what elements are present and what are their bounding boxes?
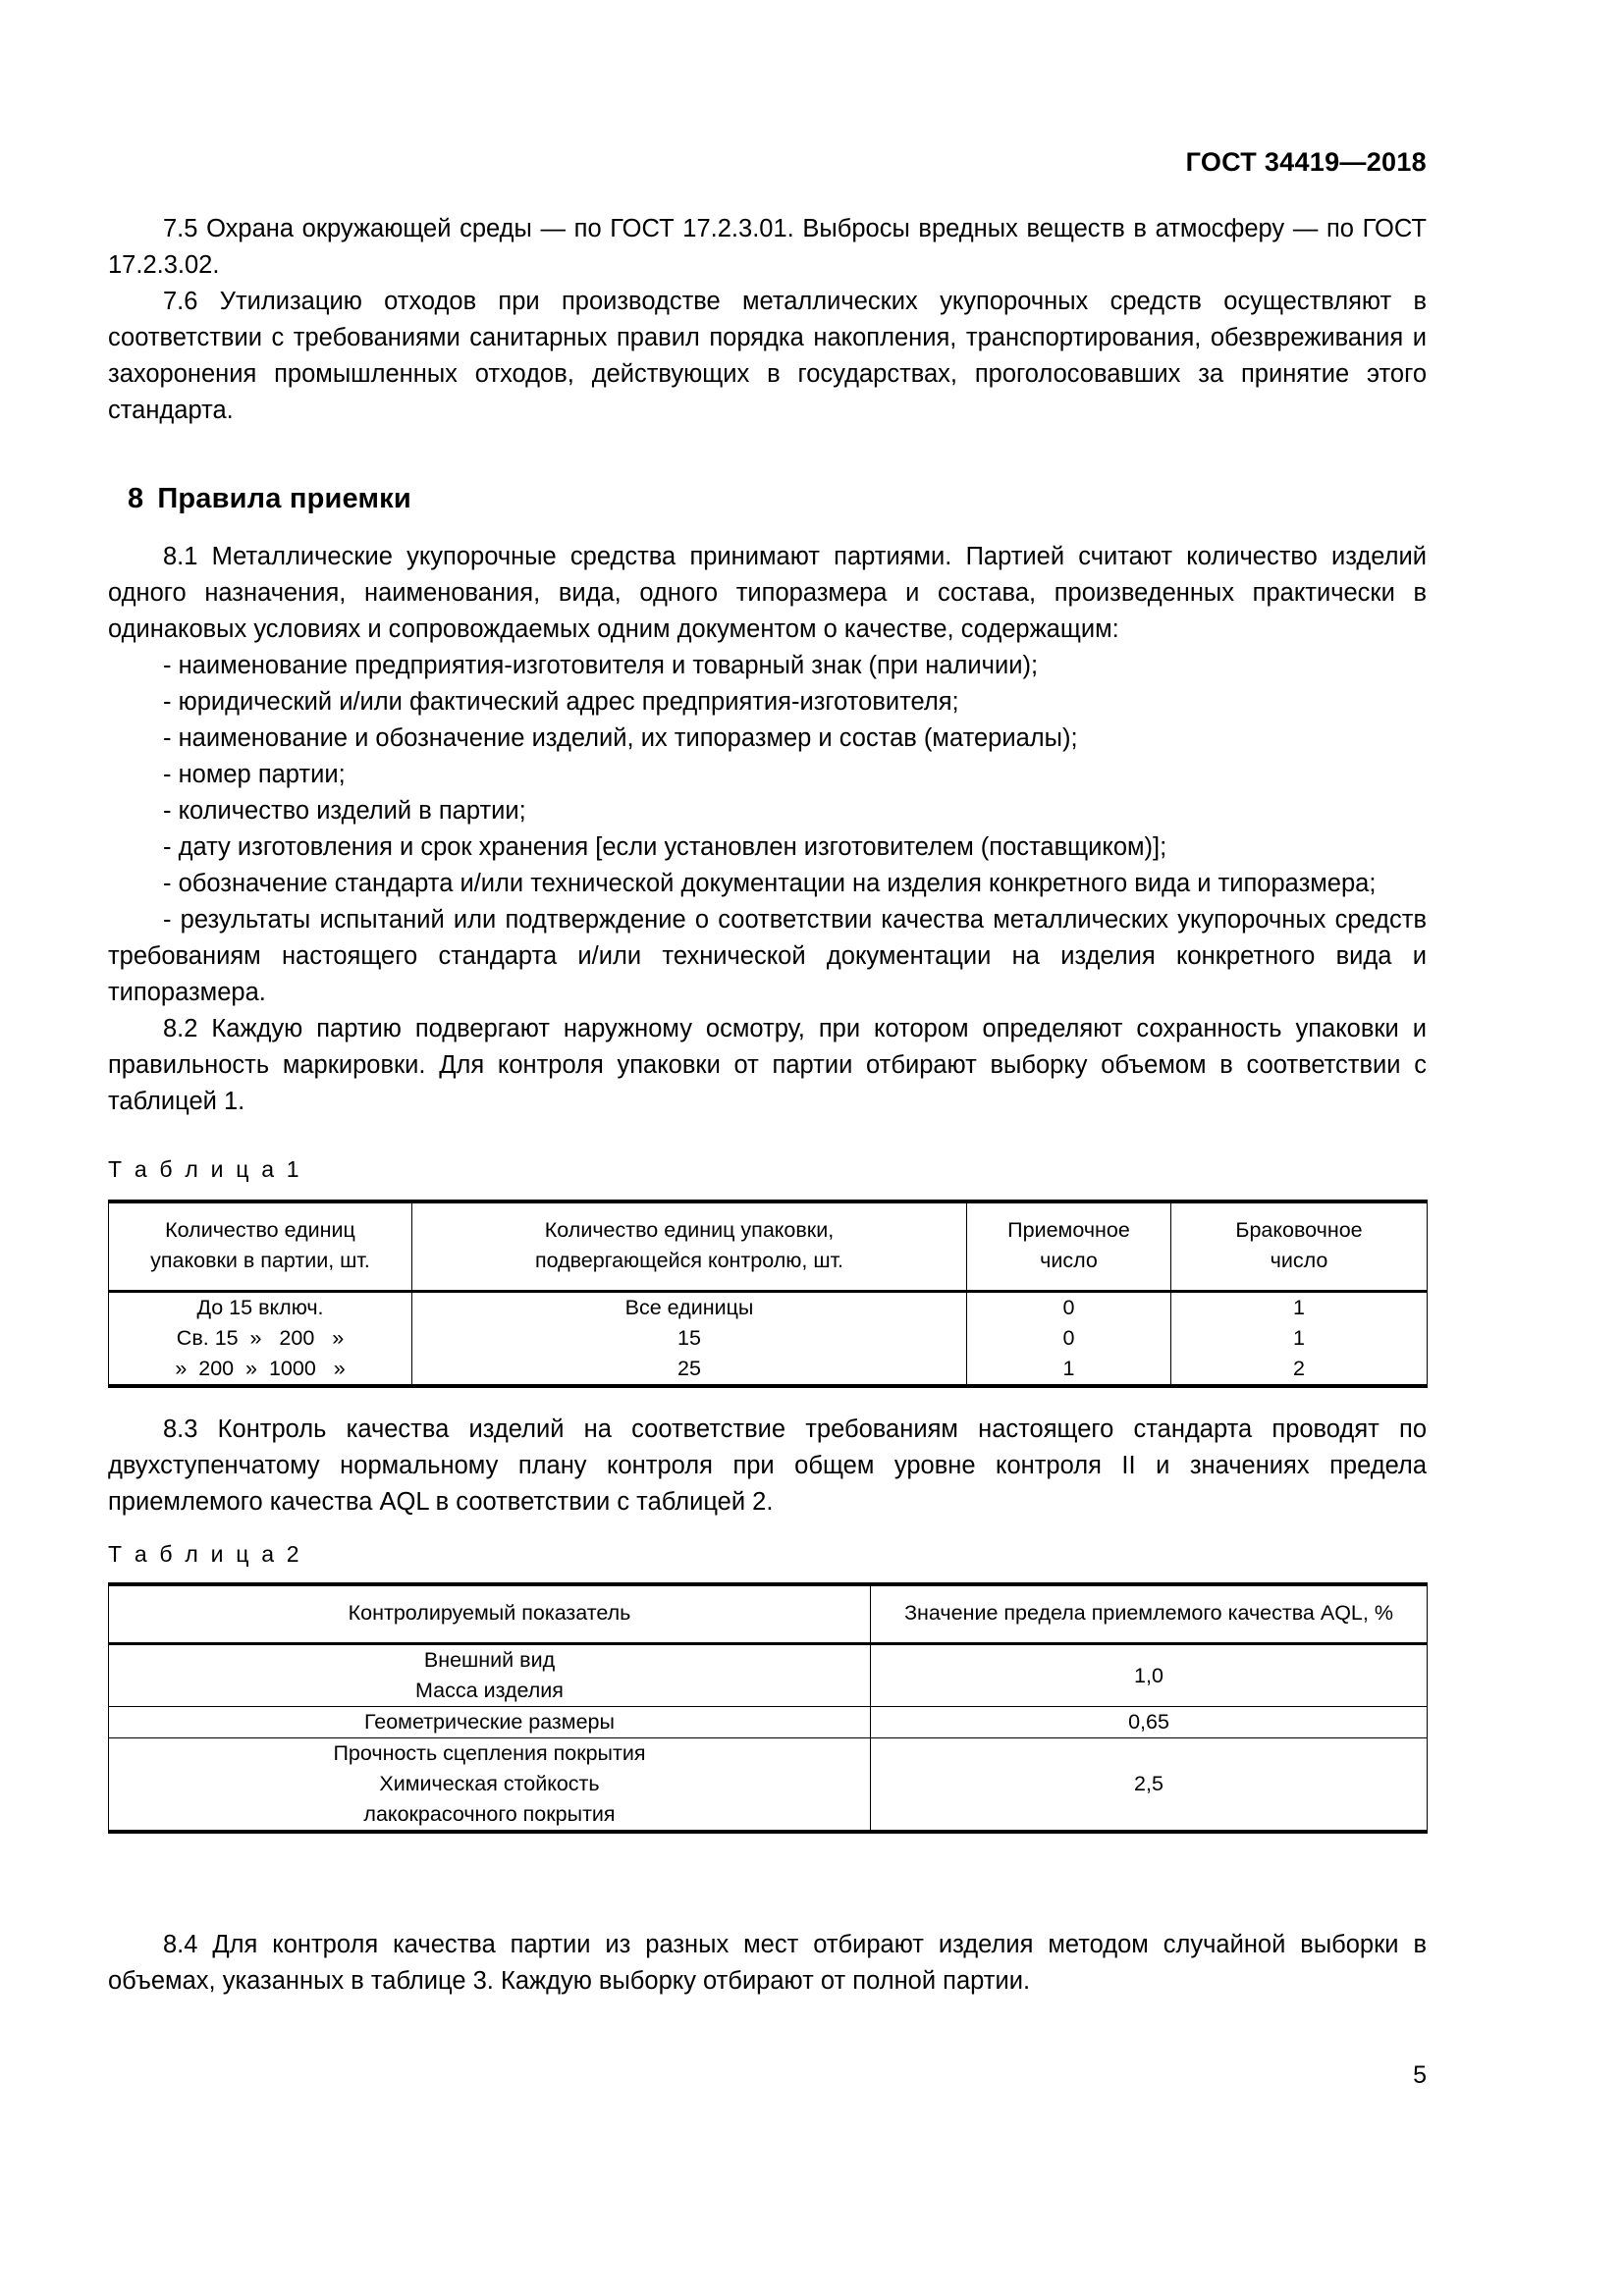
table-2-header-cell-indicator: Контролируемый показатель [109,1584,871,1644]
page-number: 5 [1413,2061,1427,2089]
table-1-value: 1 [1293,1326,1305,1350]
paragraph-7-5-block [108,211,1427,284]
table-1-caption: Т а б л и ц а 1 [108,1156,302,1182]
table-1-value: 25 [677,1357,701,1380]
table-1-value: Св. 15 » 200 » [176,1326,345,1350]
table-1-body-row [109,1292,1428,1387]
table-1-header-line: Приемочное [1007,1218,1130,1242]
paragraph-8-4: 8.4 Для контроля качества партии из разных мест отбирают изделия методом случайной выборки в объемах, указанных в таблице 3. Каждую выборку отбирают от полной партии. [108,1931,1427,1995]
table-1-cell-accept-number [967,1292,1171,1387]
table-2-indicator-line: Масса изделия [415,1679,564,1702]
table-2-cell-aql: 1,0 [871,1644,1428,1707]
table-1-cell-sample-size [412,1292,967,1387]
list-item: - обозначение стандарта и/или технической документации на изделия конкретного вида и типоразмера; [163,870,1377,897]
table-1-header-line: Количество единиц упаковки, [544,1218,835,1242]
table-2-indicator-line: Геометрические размеры [364,1710,615,1734]
list-item: - наименование предприятия-изготовителя и товарный знак (при наличии); [163,652,1039,679]
paragraph-8-1: 8.1 Металлические укупорочные средства принимают партиями. Партией считают количество изделий одного назначения, наименования, вида, одного типоразмера и состава, произведенных практически в одинаковых условиях и сопровождаемых одним документом о качестве, содержащим: [108,543,1427,643]
section-heading-8-title: Правила приемки [157,483,411,514]
paragraph-8-2: 8.2 Каждую партию подвергают наружному осмотру, при котором определяют сохранность упаковки и правильность маркировки. Для контроля упаковки от партии отбирают выборку объемом в соответствии с таблицей 1. [108,1015,1427,1115]
table-2-row [109,1707,1428,1738]
table-1-header-row [109,1201,1428,1292]
list-item: - юридический и/или фактический адрес предприятия-изготовителя; [163,688,959,716]
table-2-cell-aql: 0,65 [871,1707,1428,1738]
table-2-cell-aql: 2,5 [871,1738,1428,1833]
section-heading-8 [128,483,411,515]
list-item: - результаты испытаний или подтверждение о соответствии качества металлических укупорочных средств требованиям настоящего стандарта и/или технической документации на изделия конкретного вида и типоразмера. [108,906,1427,1006]
table-2-caption: Т а б л и ц а 2 [108,1541,302,1567]
table-2-cell-indicator [109,1707,871,1738]
table-1-header-line: подвергающейся контролю, шт. [534,1249,844,1272]
list-item: - номер партии; [163,761,346,788]
table-1-header-line: упаковки в партии, шт. [150,1249,370,1272]
list-item: - дату изготовления и срок хранения [если установлен изготовителем (поставщиком)]; [163,833,1167,861]
table-2-row [109,1644,1428,1707]
table-1-value: 15 [677,1326,701,1350]
paragraph-8-2-block [108,1011,1427,1120]
paragraph-8-1-block [108,539,1427,648]
paragraph-7-6-block [108,284,1427,429]
list-item: - наименование и обозначение изделий, их типоразмер и состав (материалы); [163,724,1078,752]
table-1-header-line: число [1040,1249,1098,1272]
table-1-header-cell [967,1201,1171,1292]
paragraph-8-4-block [108,1927,1427,2000]
table-1-value: 0 [1062,1326,1075,1350]
table-1-value: 2 [1293,1357,1305,1380]
table-1-cell-lot-size [109,1292,412,1387]
table-2-indicator-line: Внешний вид [423,1648,556,1672]
table-1-header-cell [412,1201,967,1292]
table-2-cell-indicator [109,1644,871,1707]
table-1-value: До 15 включ. [196,1296,324,1319]
table-1 [108,1200,1428,1388]
table-2-header-row [109,1584,1428,1644]
paragraph-7-6: 7.6 Утилизацию отходов при производстве металлических укупорочных средств осуществляют в соответствии с требованиями санитарных правил порядка накопления, транспортирования, обезвреживания и захоронения промышленных отходов, действующих в государствах, проголосовавших за принятие этого стандарта. [108,288,1427,424]
document-header-standard-number: ГОСТ 34419—2018 [1185,147,1427,177]
table-1-value: 0 [1062,1296,1075,1319]
table-1-header-line: Браковочное [1235,1218,1363,1242]
table-2-header-cell-aql: Значение предела приемлемого качества AQL, % [871,1584,1428,1644]
table-1-header-cell [1171,1201,1428,1292]
table-2-row [109,1738,1428,1833]
table-1-header-cell [109,1201,412,1292]
table-1-cell-reject-number [1171,1292,1428,1387]
table-2 [108,1582,1428,1834]
table-1-header-line: Количество единиц [165,1218,355,1242]
table-1-value: 1 [1293,1296,1305,1319]
paragraph-8-3: 8.3 Контроль качества изделий на соответствие требованиям настоящего стандарта проводят по двухступенчатому нормальному плану контроля при общем уровне контроля II и значениях предела приемлемого качества AQL в соответствии с таблицей 2. [108,1415,1427,1516]
list-item: - количество изделий в партии; [163,797,526,825]
table-2-indicator-line: Химическая стойкость [379,1772,600,1795]
table-1-value: Все единицы [624,1296,754,1319]
table-1-value: 1 [1062,1357,1075,1380]
paragraph-7-5: 7.5 Охрана окружающей среды — по ГОСТ 17.2.3.01. Выбросы вредных веществ в атмосферу — по ГОСТ 17.2.3.02. [108,215,1427,279]
table-2-indicator-line: лакокрасочного покрытия [363,1802,616,1826]
table-2-indicator-line: Прочность сцепления покрытия [333,1741,646,1765]
table-1-value: » 200 » 1000 » [175,1357,346,1380]
list-8-1 [108,648,1427,1011]
section-heading-8-number: 8 [128,483,144,514]
paragraph-8-3-block [108,1412,1427,1521]
table-2-cell-indicator [109,1738,871,1833]
table-1-header-line: число [1270,1249,1328,1272]
